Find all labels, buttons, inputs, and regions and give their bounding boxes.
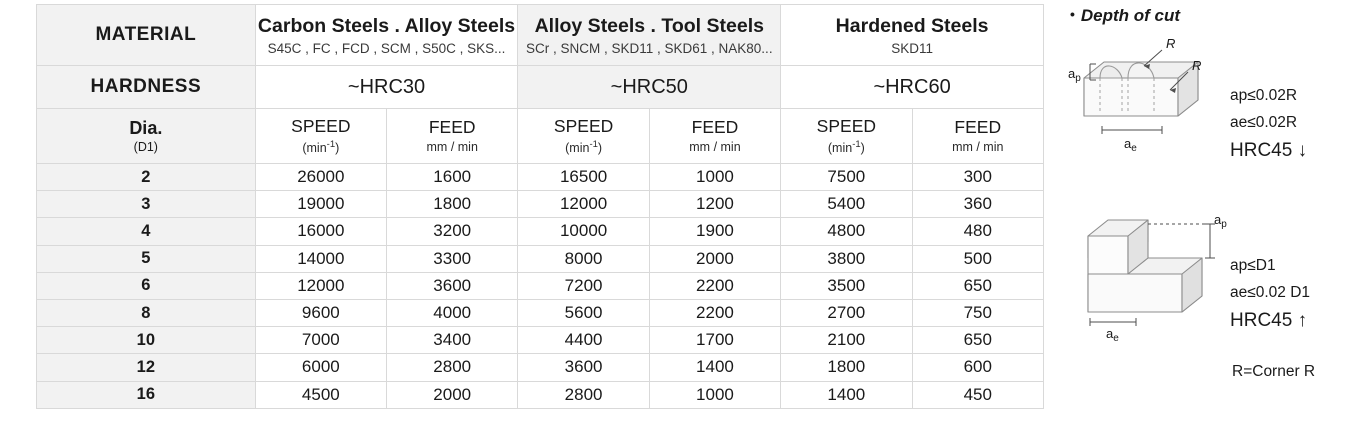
table-row: [37, 354, 1044, 381]
header-feed-3-unit: mm / min: [952, 140, 1004, 154]
cell-value: 7500: [781, 164, 912, 191]
cell-value: 12000: [255, 272, 386, 299]
cell-value: 12000: [518, 191, 649, 218]
cell-dia: 6: [37, 272, 256, 299]
cell-value: 6000: [255, 354, 386, 381]
cell-value: 480: [912, 218, 1043, 245]
cell-value: 5600: [518, 299, 649, 326]
cell-value: 4400: [518, 327, 649, 354]
depth-of-cut-panel: [1062, 0, 1355, 427]
cell-value: 9600: [255, 299, 386, 326]
cell-value: 300: [912, 164, 1043, 191]
cell-value: 4800: [781, 218, 912, 245]
table-row: [37, 327, 1044, 354]
cell-value: 650: [912, 272, 1043, 299]
header-speed-1-unit: $(\min^{-1})$: [302, 138, 340, 156]
header-feed-1-unit: mm / min: [426, 140, 478, 154]
cell-value: 8000: [518, 245, 649, 272]
cell-value: 500: [912, 245, 1043, 272]
cell-value: 360: [912, 191, 1043, 218]
figure-1-label-r-top: R: [1166, 38, 1176, 51]
cell-value: 450: [912, 381, 1043, 408]
header-speed-3: [781, 109, 912, 164]
material-group-2-title: Alloy Steels . Tool Steels: [534, 14, 764, 37]
cell-value: 1000: [649, 381, 780, 408]
cell-value: 16000: [255, 218, 386, 245]
figure-2-label-ap: $a_p$: [1214, 212, 1227, 230]
cell-value: 1800: [781, 354, 912, 381]
header-speed-3-unit: $(\min^{-1})$: [827, 138, 865, 156]
corner-r-note: R=Corner R: [1232, 363, 1316, 380]
hardness-value-3: ~HRC60: [781, 66, 1044, 109]
depth-of-cut-figure-2: [1078, 212, 1228, 342]
cutting-conditions-table: [36, 4, 1044, 409]
figure-1-note-ae: ae≤0.02R: [1230, 113, 1298, 131]
cell-value: 1900: [649, 218, 780, 245]
cell-dia: 5: [37, 245, 256, 272]
table-row: [37, 218, 1044, 245]
header-hardness-label: HARDNESS: [37, 66, 256, 109]
cell-dia: 12: [37, 354, 256, 381]
cell-value: 16500: [518, 164, 649, 191]
hardness-value-1: ~HRC30: [255, 66, 518, 109]
cell-value: 7000: [255, 327, 386, 354]
table-row: [37, 381, 1044, 408]
figure-1-notes: [1230, 88, 1307, 160]
material-group-1-subtitle: S45C , FC , FCD , SCM , S50C , SKS...: [267, 41, 506, 57]
header-feed-2-unit: mm / min: [689, 140, 741, 154]
cell-dia: 3: [37, 191, 256, 218]
header-speed-3-label: SPEED: [816, 115, 876, 136]
cell-value: 3600: [387, 272, 518, 299]
depth-of-cut-figure-1: [1066, 38, 1226, 158]
figure-1-label-r-mid: R: [1192, 58, 1202, 73]
material-group-2: [518, 5, 781, 66]
figure-2-note-ae: ae≤0.02 D1: [1230, 283, 1311, 301]
cell-value: 3600: [518, 354, 649, 381]
cell-dia: 4: [37, 218, 256, 245]
cell-value: 2800: [518, 381, 649, 408]
depth-of-cut-title: [1070, 6, 1180, 26]
table-row-material: [37, 5, 1044, 66]
cell-value: 750: [912, 299, 1043, 326]
header-speed-2-unit: $(\min^{-1})$: [565, 138, 603, 156]
cell-value: 2000: [649, 245, 780, 272]
header-dia-label: Dia.: [129, 117, 163, 138]
cell-value: 650: [912, 327, 1043, 354]
cell-value: 4000: [387, 299, 518, 326]
cell-value: 19000: [255, 191, 386, 218]
figure-1-hrc-note: HRC45 ↓: [1230, 140, 1308, 161]
cell-value: 3500: [781, 272, 912, 299]
material-group-3-subtitle: SKD11: [891, 41, 933, 57]
header-dia: [37, 109, 256, 164]
cell-dia: 10: [37, 327, 256, 354]
figure-2-notes: [1230, 258, 1310, 330]
cell-value: 1400: [649, 354, 780, 381]
table-row-column-headers: [37, 109, 1044, 164]
cell-value: 3300: [387, 245, 518, 272]
table-row: [37, 164, 1044, 191]
header-dia-sub: (D1): [133, 139, 158, 154]
hardness-value-2: ~HRC50: [518, 66, 781, 109]
cell-value: 1400: [781, 381, 912, 408]
cell-value: 600: [912, 354, 1043, 381]
material-group-1: [255, 5, 518, 66]
cell-value: 2700: [781, 299, 912, 326]
header-speed-2-label: SPEED: [553, 115, 614, 136]
cell-dia: 16: [37, 381, 256, 408]
table-row: [37, 245, 1044, 272]
cell-value: 5400: [781, 191, 912, 218]
cell-value: 1200: [649, 191, 780, 218]
material-group-3-title: Hardened Steels: [835, 14, 989, 37]
material-group-3: [781, 5, 1044, 66]
cell-value: 3800: [781, 245, 912, 272]
header-feed-3-label: FEED: [954, 117, 1002, 137]
cell-dia: 8: [37, 299, 256, 326]
cell-value: 14000: [255, 245, 386, 272]
figure-2-note-ap: ap≤D1: [1230, 257, 1276, 274]
cell-value: 2800: [387, 354, 518, 381]
cell-value: 1700: [649, 327, 780, 354]
header-feed-1-label: FEED: [428, 117, 476, 137]
header-feed-3: [912, 109, 1043, 164]
cutting-conditions-table-wrapper: [36, 4, 1044, 409]
figure-2-label-ae: $a_e$: [1106, 326, 1119, 342]
header-material-label: MATERIAL: [37, 5, 256, 66]
cell-value: 2200: [649, 272, 780, 299]
material-group-2-subtitle: SCr , SNCM , SKD11 , SKD61 , NAK80...: [525, 41, 773, 57]
cell-value: 26000: [255, 164, 386, 191]
figure-1-label-ae: $a_e$: [1124, 136, 1137, 154]
cell-value: 10000: [518, 218, 649, 245]
table-row: [37, 191, 1044, 218]
figure-1-label-ap: $a_p$: [1068, 66, 1081, 84]
cell-value: 3400: [387, 327, 518, 354]
table-row: [37, 299, 1044, 326]
cell-value: 7200: [518, 272, 649, 299]
cell-dia: 2: [37, 164, 256, 191]
table-row-hardness: [37, 66, 1044, 109]
header-speed-1-label: SPEED: [291, 115, 351, 136]
bullet-icon: •: [1070, 6, 1075, 22]
cell-value: 2100: [781, 327, 912, 354]
header-feed-2: [649, 109, 780, 164]
cell-value: 4500: [255, 381, 386, 408]
header-speed-1: [255, 109, 386, 164]
cell-value: 3200: [387, 218, 518, 245]
material-group-1-title: Carbon Steels . Alloy Steels: [257, 14, 516, 37]
cell-value: 1000: [649, 164, 780, 191]
cell-value: 1600: [387, 164, 518, 191]
figure-1-note-ap: ap≤0.02R: [1230, 87, 1298, 104]
header-feed-2-label: FEED: [691, 117, 739, 137]
table-row: [37, 272, 1044, 299]
figure-2-hrc-note: HRC45 ↑: [1230, 310, 1308, 331]
cell-value: 2200: [649, 299, 780, 326]
depth-of-cut-title-text: Depth of cut: [1080, 6, 1181, 25]
cell-value: 2000: [387, 381, 518, 408]
header-feed-1: [387, 109, 518, 164]
cell-value: 1800: [387, 191, 518, 218]
header-speed-2: [518, 109, 649, 164]
